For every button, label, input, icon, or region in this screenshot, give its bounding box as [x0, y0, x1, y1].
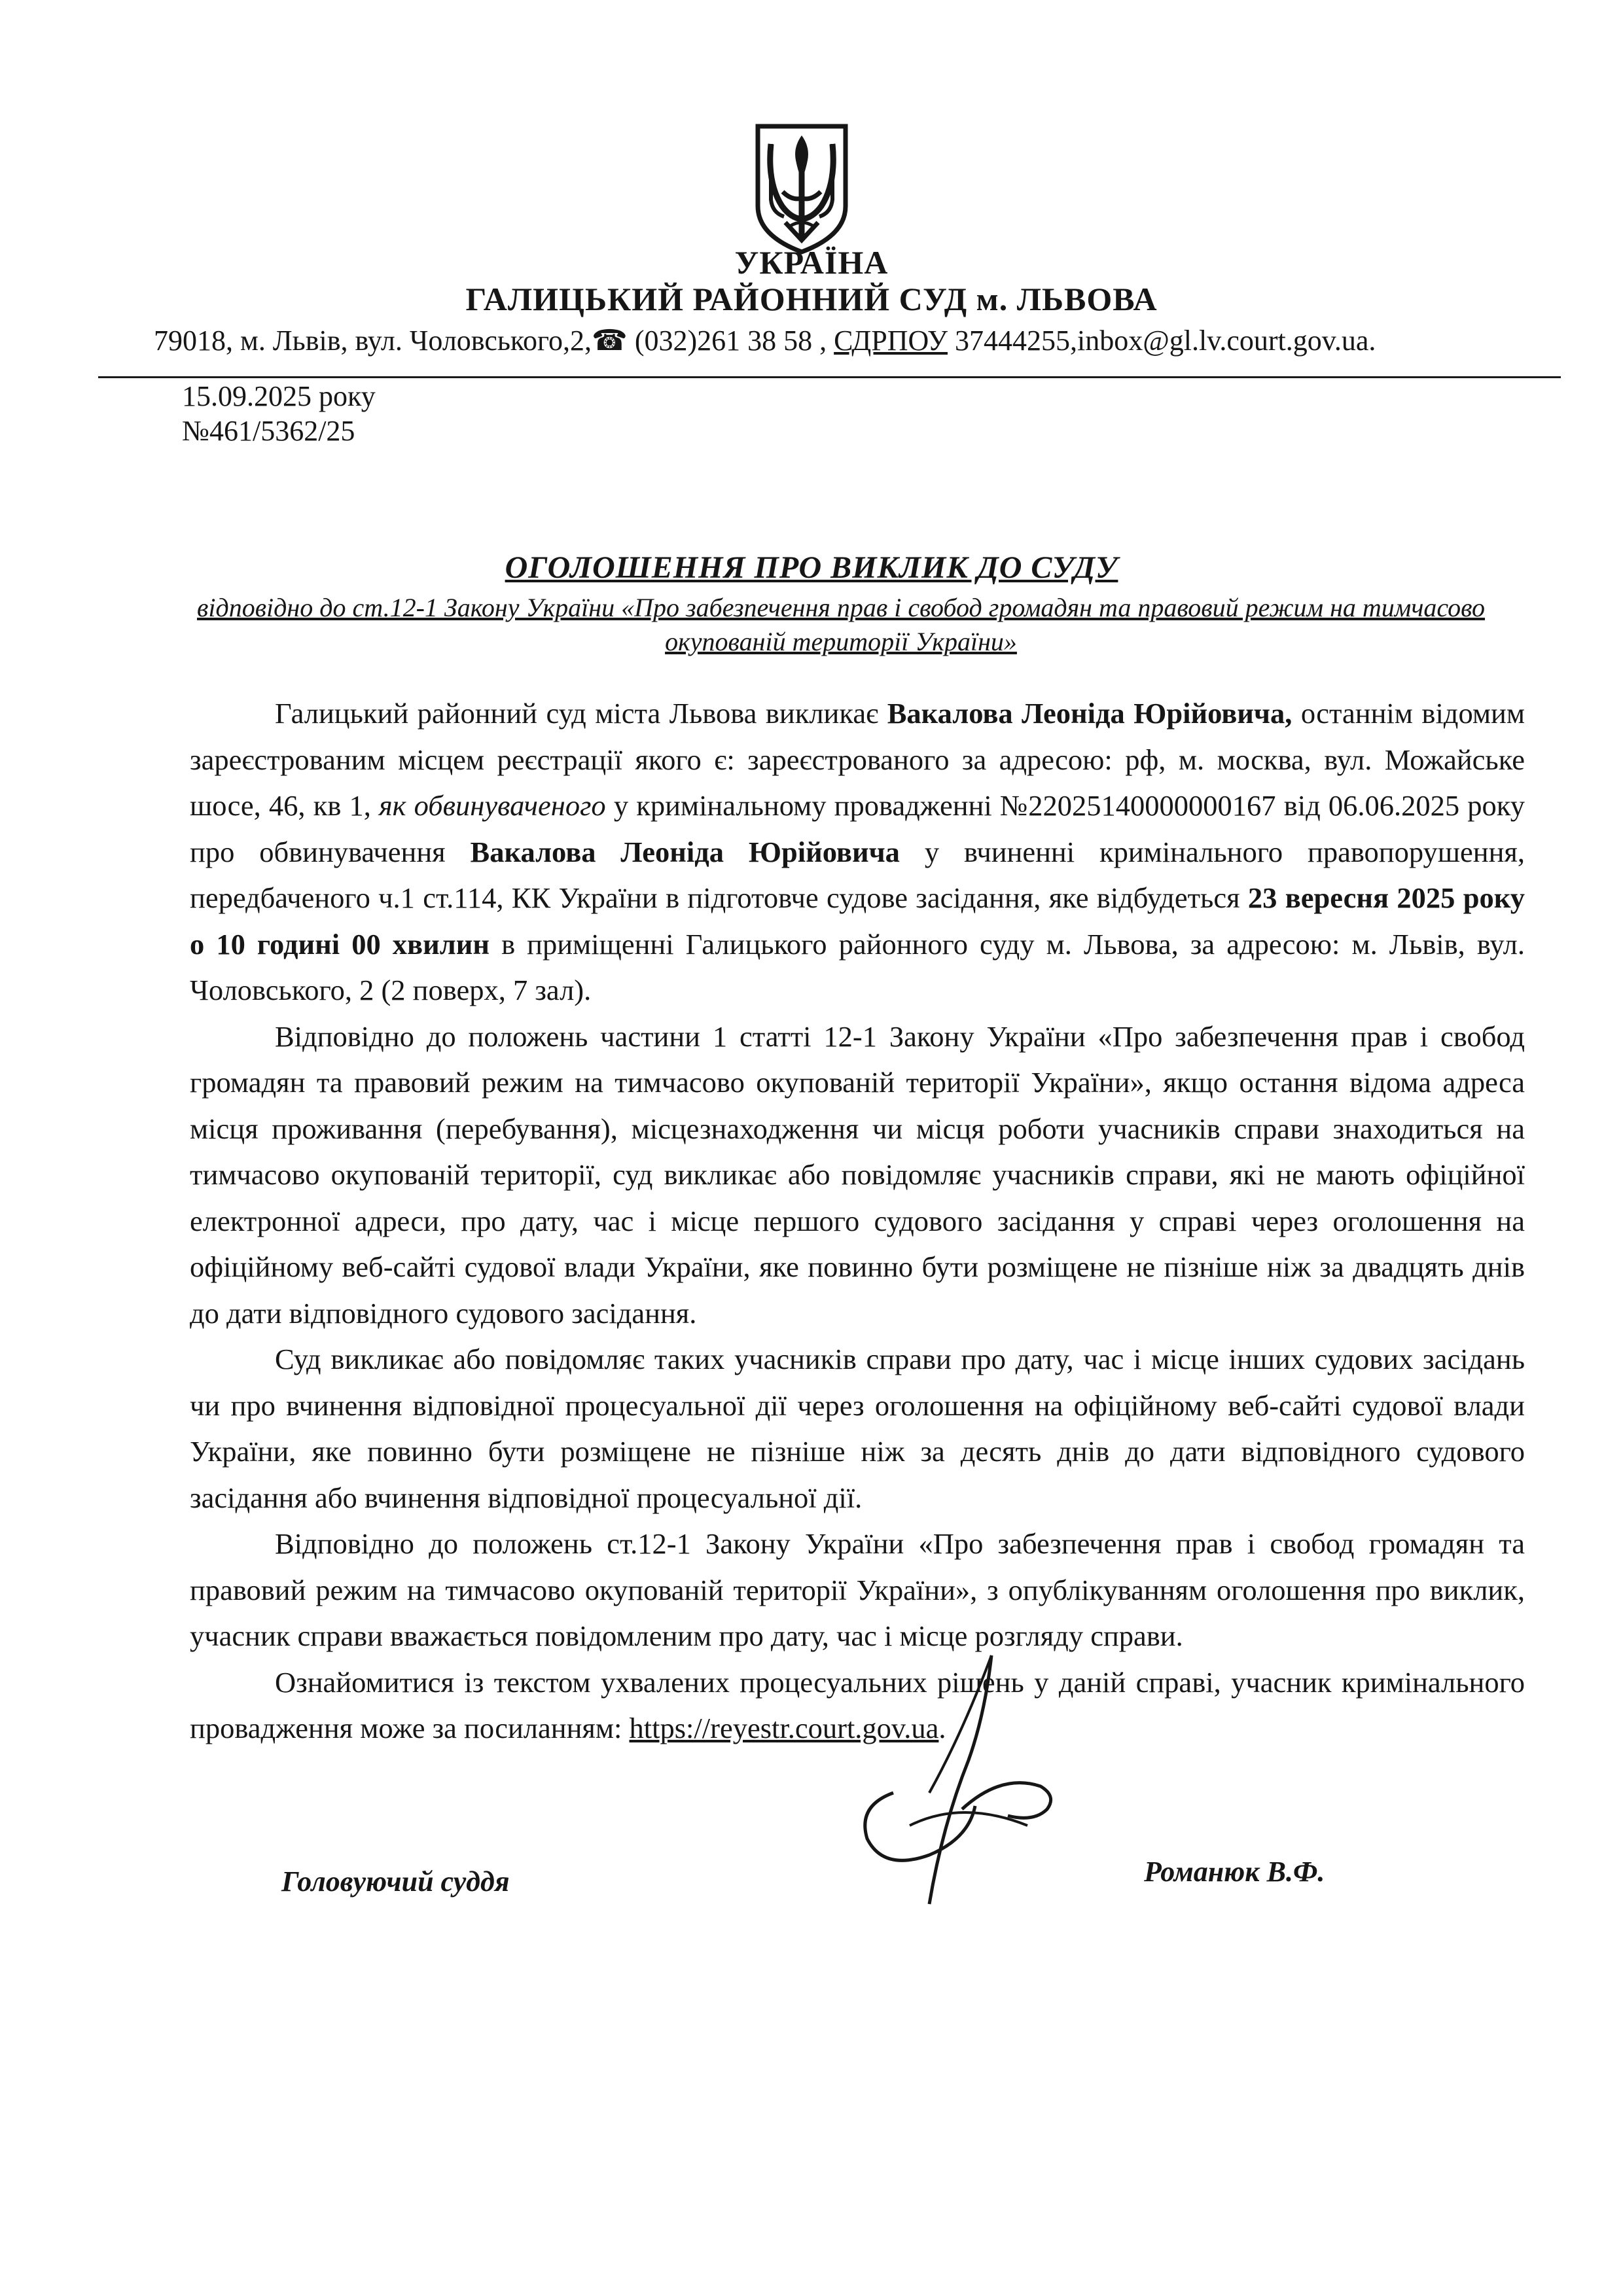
- registry-link[interactable]: https://reyestr.court.gov.ua: [629, 1712, 939, 1744]
- country-heading: УКРАЇНА: [734, 244, 889, 281]
- court-address-line: [154, 324, 1561, 357]
- accused-name: Вакалова Леоніда Юрійовича,: [887, 697, 1293, 730]
- presiding-judge-label: Головуючий суддя: [281, 1865, 510, 1898]
- p1-text-4: у вчиненні кримінального правопорушення, передбаченого ч.1 ст.114, КК України в підготовче судове засідання, яке відбудеться: [190, 835, 1525, 914]
- judge-name: Романюк В.Ф.: [1144, 1856, 1325, 1888]
- document-number: №461/5362/25: [182, 415, 355, 447]
- handwritten-signature: [831, 1629, 1080, 1917]
- phone-icon: ☎: [592, 325, 628, 357]
- notice-title: ОГОЛОШЕННЯ ПРО ВИКЛИК ДО СУДУ: [505, 550, 1118, 585]
- coat-of-arms-icon: [753, 121, 851, 255]
- accused-role: як обвинуваченого: [379, 789, 606, 822]
- court-name-heading: ГАЛИЦЬКИЙ РАЙОННИЙ СУД м. ЛЬВОВА: [465, 281, 1158, 317]
- notice-body: [190, 690, 1525, 1752]
- paragraph-law-first-hearing: Відповідно до положень частини 1 статті 12-1 Закону України «Про забезпечення прав і свобод громадян та правовий режим на тимчасово окупованій території України», якщо остання відома адреса місця проживання (перебування), місцезнаходження чи місця роботи учасників справи знаходиться на тимчасово окупованій території, суд викликає або повідомляє учасників справи, які не мають офіційної електронної адреси, про дату, час і місце першого судового засідання у справі через оголошення на офіційному веб-сайті судової влади України, яке повинно бути розміщене не пізніше ніж за двадцять днів до дати відповідного судового засідання.: [190, 1019, 1525, 1330]
- paragraph-law-other-hearings: Суд викликає або повідомляє таких учасників справи про дату, час і місце інших судових засідань чи про вчинення відповідної процесуальної дії через оголошення на офіційному веб-сайті судової влади України, яке повинно бути розміщене не пізніше ніж за десять днів до дати відповідного судового засідання або вчинення відповідної процесуальної дії.: [190, 1343, 1525, 1514]
- p5-text: Ознайомитися із текстом ухвалених процесуальних рішень у даній справі, учасник кримінального провадження може за посиланням:: [190, 1665, 1525, 1744]
- paragraph-summons: [190, 690, 1525, 1014]
- accused-name-2: Вакалова Леоніда Юрійовича: [470, 835, 900, 868]
- p1-text-3: у кримінальному провадженні №22025140000000167 від 06.06.2025 року про обвинувачення: [190, 789, 1525, 868]
- header-divider: [98, 376, 1561, 378]
- paragraph-notification: Відповідно до положень ст.12-1 Закону України «Про забезпечення прав і свобод громадян та правовий режим на тимчасово окупованій території України», з опублікуванням оголошення про виклик, учасник справи вважається повідомленим про дату, час і місце розгляду справи.: [190, 1527, 1525, 1652]
- p1-text-1: Галицький районний суд міста Львова викликає: [275, 697, 887, 730]
- p1-text-2: останнім відомим зареєстрованим місцем реєстрації якого є: зареєстрованого за адресою: рф, м. москва, вул. Можайське шосе, 46, кв 1,: [190, 697, 1525, 822]
- edrpou-label: СДРПОУ: [834, 325, 948, 357]
- edrpou-email: 37444255,inbox@gl.lv.court.gov.ua.: [948, 325, 1376, 357]
- notice-subtitle: відповідно до ст.12-1 Закону України «Про забезпечення прав і свобод громадян та правовий режим на тимчасово окупованій території України»: [196, 593, 1486, 656]
- p5-end: .: [938, 1712, 946, 1744]
- phone-number: (032)261 38 58 ,: [627, 325, 834, 357]
- hearing-datetime: 23 вересня 2025 року о 10 годині 00 хвилин: [190, 881, 1525, 961]
- document-date: 15.09.2025 року: [182, 380, 376, 412]
- p1-text-5: в приміщенні Галицького районного суду м. Львова, за адресою: м. Львів, вул. Чоловського, 2 (2 поверх, 7 зал).: [190, 927, 1525, 1006]
- address-text: 79018, м. Львів, вул. Чоловського,2,: [154, 325, 592, 357]
